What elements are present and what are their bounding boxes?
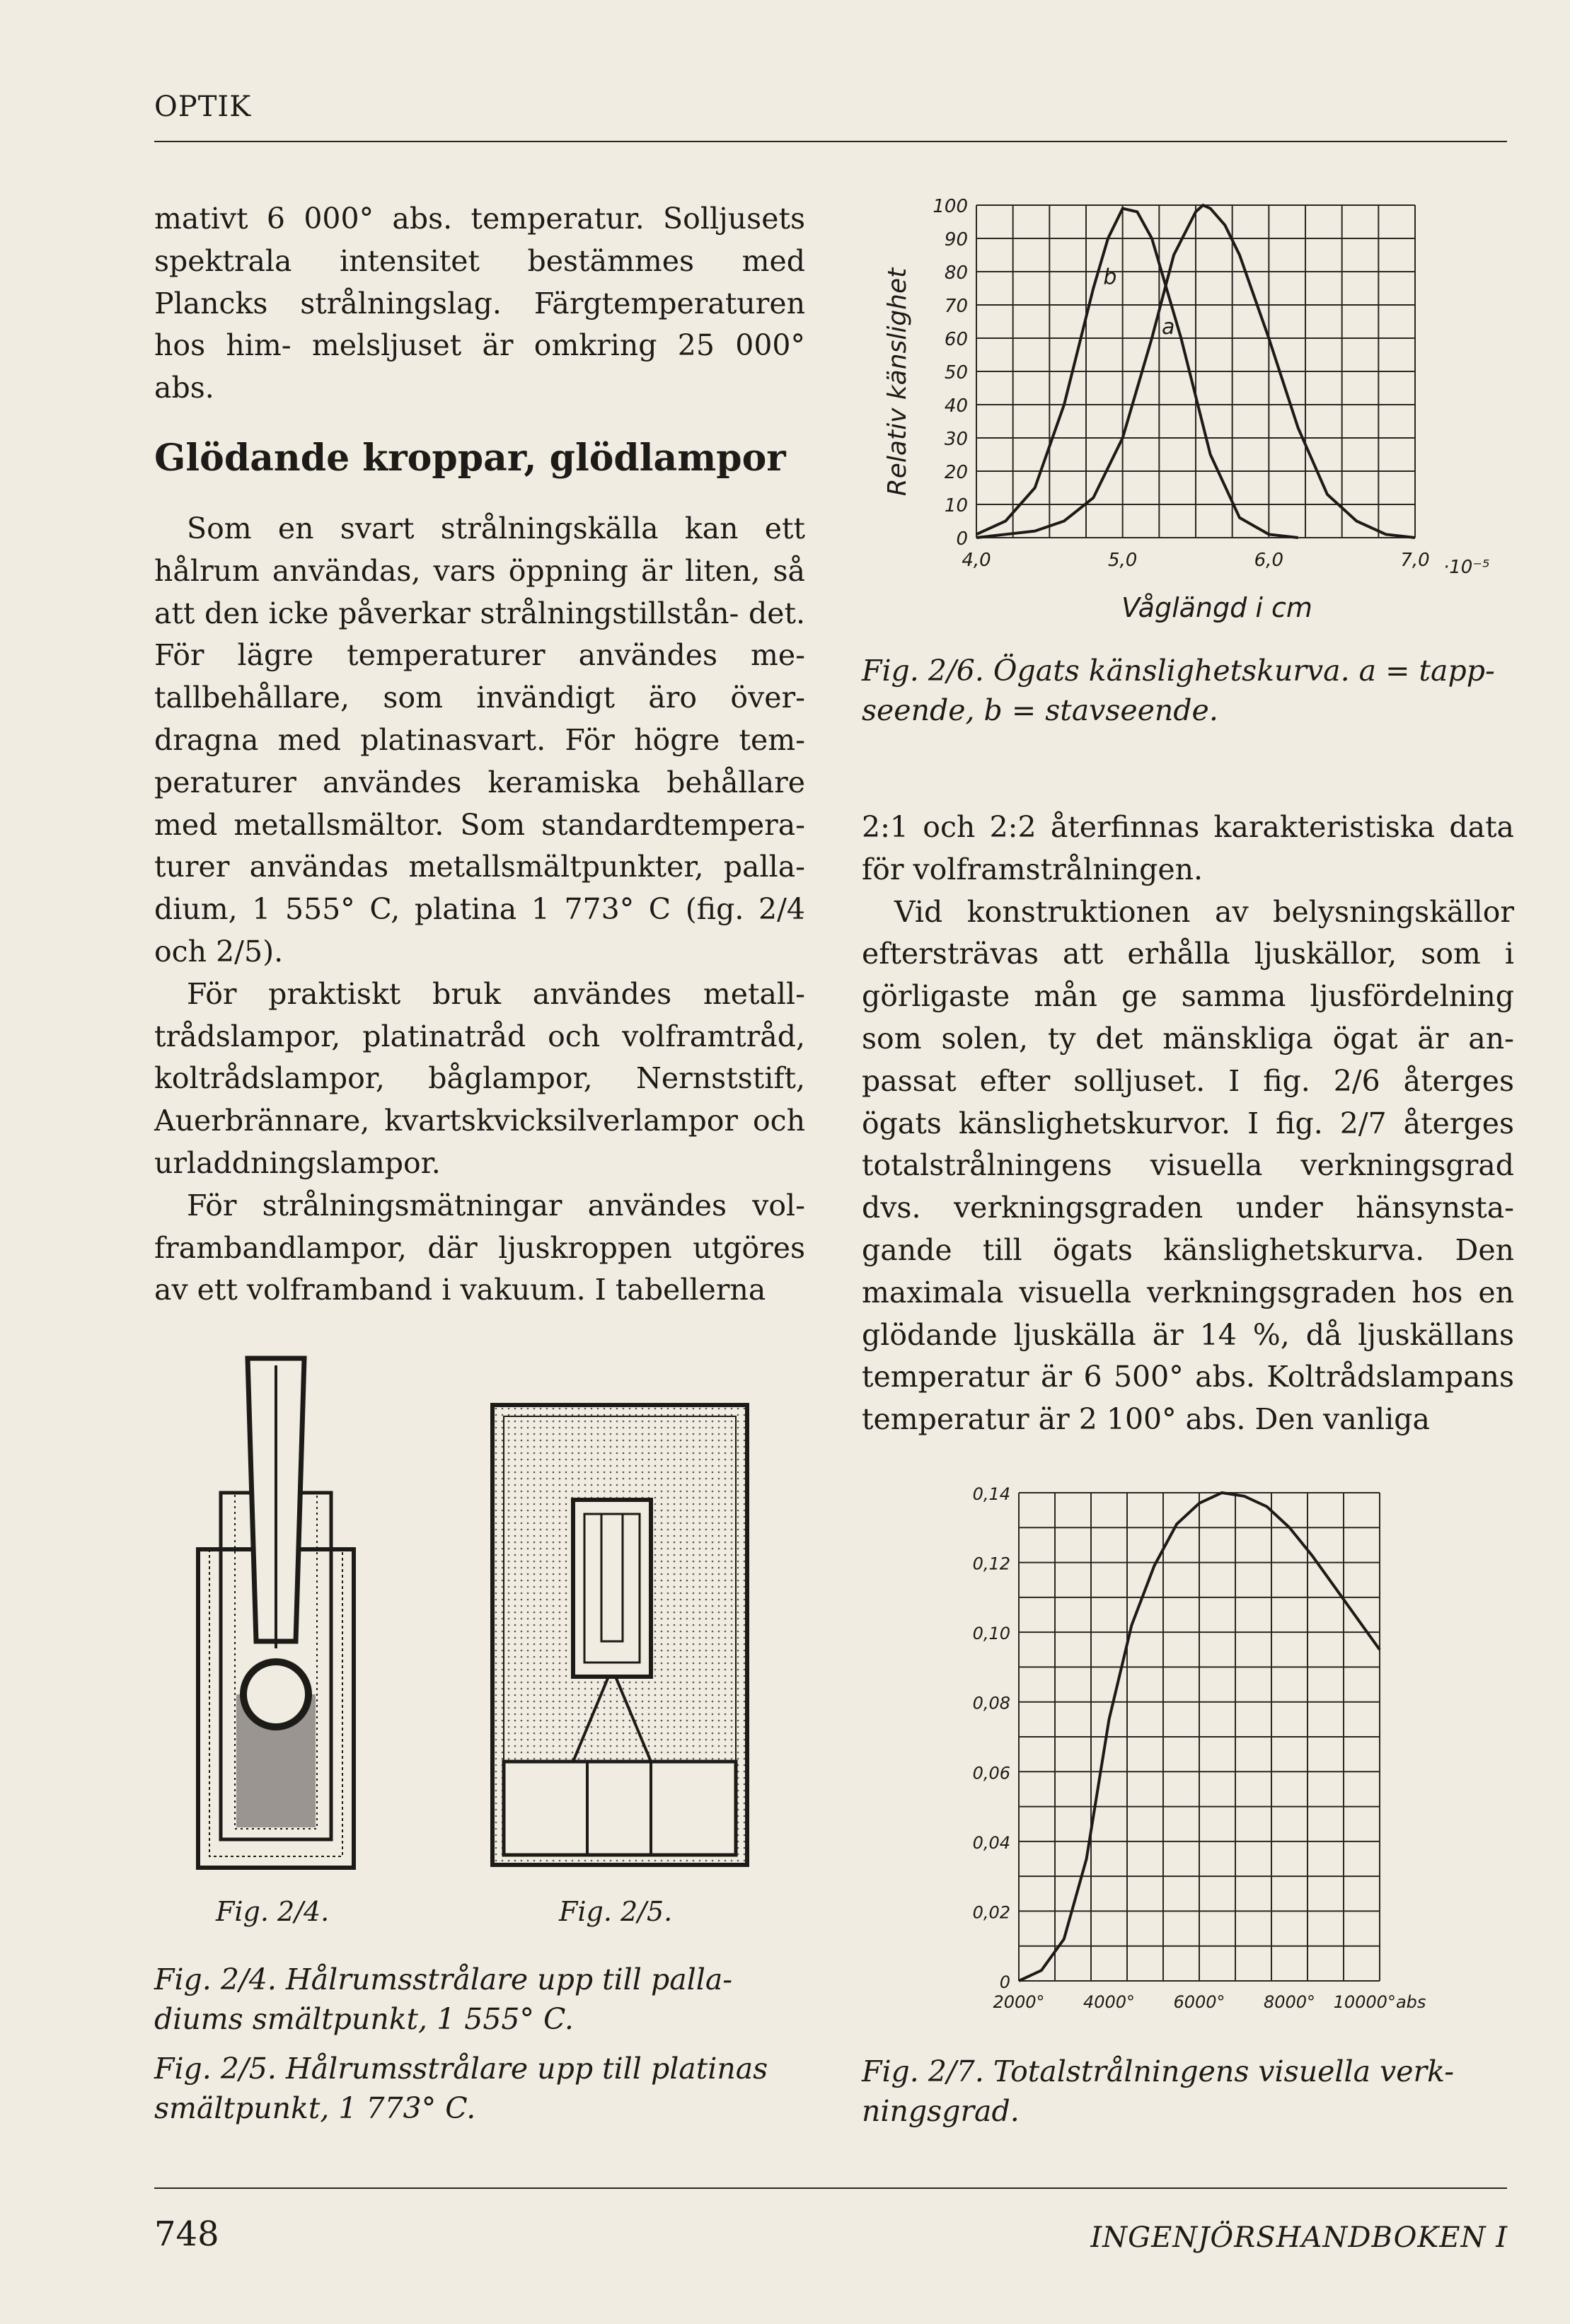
y-tick-label: 0,14 (972, 1484, 1010, 1504)
running-header: OPTIK (154, 91, 252, 123)
book-title: INGENJÖRSHANDBOKEN I (1090, 2221, 1508, 2254)
y-tick-label: 0,04 (972, 1832, 1010, 1853)
header-rule (154, 141, 1507, 142)
x-tick-label: 4000° (1083, 1992, 1136, 2012)
x-tick-label: 6000° (1173, 1992, 1225, 2012)
series-label-a: a (1162, 315, 1175, 340)
left-column-body (154, 508, 805, 1312)
caption-fig-2-4: Fig. 2/4. Hålrumsstrålare upp till palla- diums smältpunkt, 1 555° C. (154, 1962, 733, 2036)
fig-2-4-label: Fig. 2/4. (216, 1896, 330, 1927)
caption-fig-2-6: Fig. 2/6. Ögats känslighetskurva. a = tapp- seende, b = stavseende. (862, 654, 1495, 727)
y-tick-label: 0,02 (972, 1902, 1010, 1923)
section-heading: Glödande kroppar, glödlampor (154, 437, 786, 480)
x-unit-label: ·10⁻⁵ (1443, 557, 1490, 578)
y-tick-label: 0,12 (972, 1554, 1010, 1574)
left-paragraph-1: mativt 6 000° abs. temperatur. Solljusets spektrala intensitet bestämmes med Plancks strålningslag. Färgtemperaturen hos him- melsljuset är omkring 25 000° abs. (154, 202, 805, 405)
left-column-top (154, 198, 805, 410)
y-tick-label: 80 (944, 262, 968, 284)
fig-2-5-label: Fig. 2/5. (559, 1896, 673, 1927)
x-tick-label: 7,0 (1400, 550, 1430, 571)
x-tick-label: 2000° (993, 1992, 1045, 2012)
x-tick-label: 6,0 (1254, 550, 1284, 571)
series-line-b (976, 209, 1298, 538)
y-tick-label: 90 (944, 229, 968, 250)
y-tick-label: 0,06 (972, 1763, 1010, 1784)
left-paragraph-3: För praktiskt bruk användes metall- trådslampor, platinatråd och volframtråd, koltrådslampor, båglampor, Nernststift, Auerbrännare, kvartskvicksilverlampor och urladdningslampor. (154, 976, 805, 1180)
footer-rule (154, 2187, 1507, 2189)
fig-2-7-chart (969, 1472, 1479, 2045)
y-tick-label: 10 (944, 495, 968, 516)
left-paragraph-2: Som en svart strålningskälla kan ett hålrum användas, vars öppning är liten, så att den icke påverkar strålningstillstån- det. För lägre temperaturer användes me- tallbehållare, som invändigt äro över- dragna med platinasvart. För högre tem- peraturer användes keramiska behållare med metallsmältor. Som standardtempera- turer användas metallsmältpunkter, palla- dium, 1 555° C, platina 1 773° C (fig. 2/4 och 2/5). (154, 511, 805, 969)
y-tick-label: 20 (944, 462, 968, 483)
y-tick-label: 0 (999, 1972, 1010, 1992)
caption-fig-2-7: Fig. 2/7. Totalstrålningens visuella verk- ningsgrad. (862, 2054, 1455, 2128)
y-tick-label: 30 (944, 429, 968, 450)
y-tick-label: 0,10 (972, 1624, 1010, 1644)
y-tick-label: 60 (944, 329, 968, 350)
right-paragraph-1: 2:1 och 2:2 återfinnas karakteristiska data för volframstrålningen. (862, 810, 1514, 886)
x-tick-label: 8000° (1263, 1992, 1316, 2012)
y-tick-label: 50 (944, 362, 968, 383)
y-tick-label: 0 (956, 528, 968, 550)
x-tick-label: 4,0 (962, 550, 991, 571)
series-label-b: b (1103, 265, 1117, 290)
caption-fig-2-5: Fig. 2/5. Hålrumsstrålare upp till platinas smältpunkt, 1 773° C. (154, 2052, 768, 2125)
y-tick-label: 100 (933, 196, 968, 217)
left-paragraph-4: För strålningsmätningar användes vol- frambandlampor, där ljuskroppen utgöres av ett volframband i vakuum. I tabellerna (154, 1188, 805, 1307)
y-tick-label: 40 (944, 395, 968, 417)
x-tick-label: 5,0 (1107, 550, 1138, 571)
fig-2-4-drawing (191, 1344, 375, 1882)
x-tick-label: 10000°abs (1333, 1992, 1426, 2012)
y-tick-label: 0,08 (972, 1693, 1010, 1713)
fig-2-6-chart (849, 184, 1528, 637)
page-number: 748 (154, 2214, 219, 2254)
x-axis-title: Våglängd i cm (1121, 592, 1312, 623)
y-tick-label: 70 (944, 296, 968, 317)
right-paragraph-2: Vid konstruktionen av belysningskällor eftersträvas att erhålla ljuskällor, som i görligaste mån ge samma ljusfördelning som solen, ty det mänskliga ögat är an- passat efter solljuset. I fig. 2/6 återges ögats känslighetskurvor. I fig. 2/7 återges totalstrålningens visuella verkningsgrad dvs. verkningsgraden under hänsynsta- gande till ögats känslighetskurva. Den maximala visuella verkningsgraden hos en glödande ljuskälla är 14 %, då ljuskällans temperatur är 6 500° abs. Koltrådslampans temperatur är 2 100° abs. Den vanliga (862, 894, 1514, 1437)
y-axis-title: Relativ känslighet (883, 267, 912, 497)
fig-2-5-drawing (488, 1401, 757, 1882)
right-column-body (862, 807, 1514, 1441)
